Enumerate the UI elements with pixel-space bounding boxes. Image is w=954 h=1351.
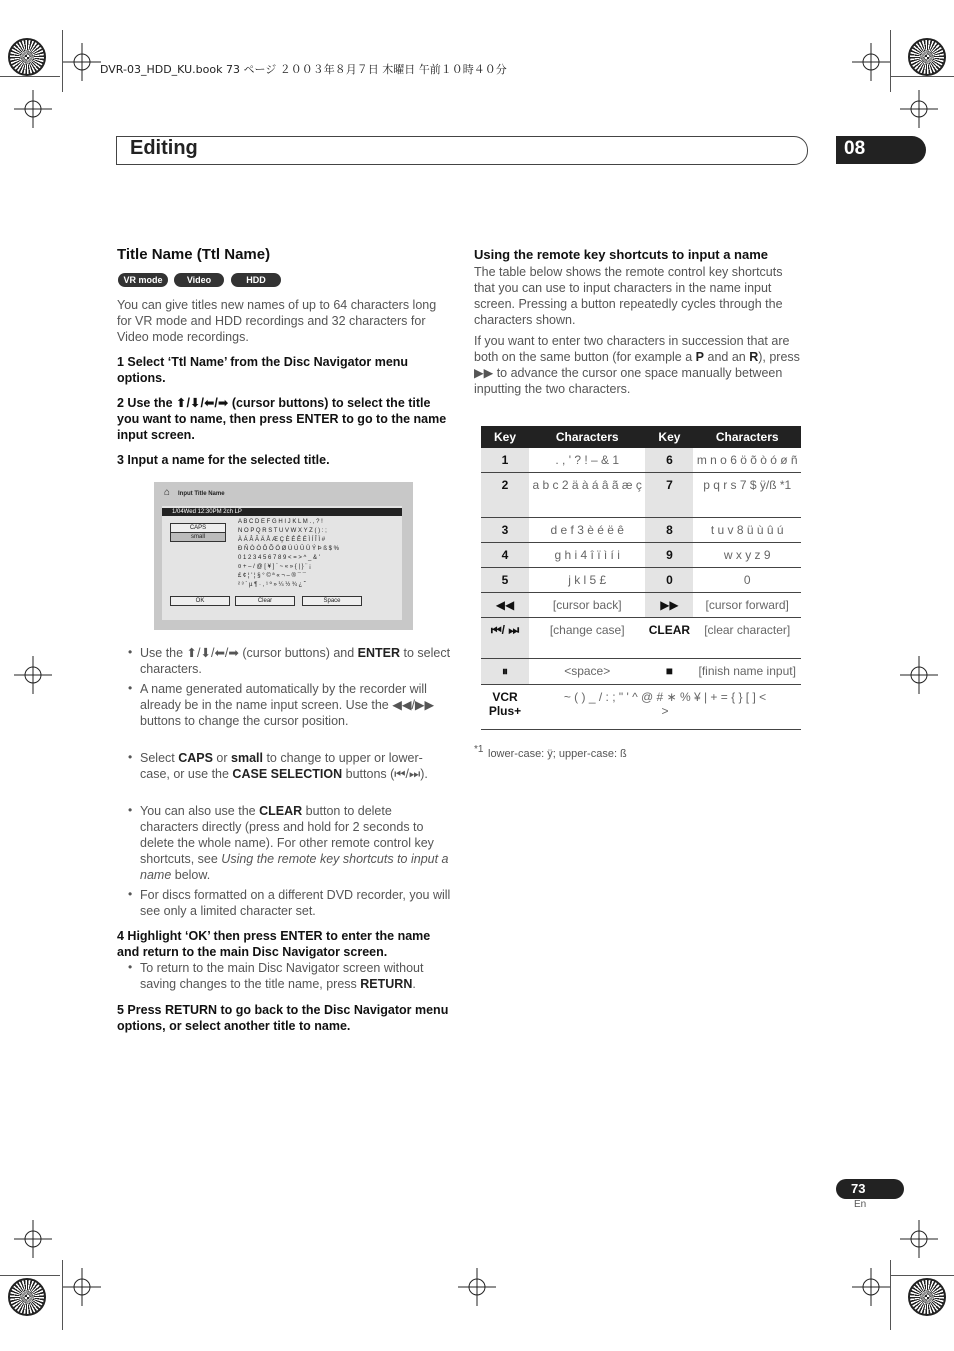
- chars-cell: p q r s 7 $ ÿ/ß *1: [693, 473, 801, 518]
- registration-disc-bottom-left: [8, 1278, 46, 1316]
- char-row: £ ¢ ¦ ' ¦ § ° © ª « ¬ – ® ¯ ¯: [238, 573, 306, 579]
- chars-cell: [change case]: [529, 618, 645, 659]
- key-cell: 9: [645, 543, 693, 568]
- file-info: DVR-03_HDD_KU.book 73 ページ ２００３年８月７日 木曜日 午前１０時４０分: [100, 63, 507, 76]
- char-row: À Á Â Ã Ä Å Æ Ç È É Ê Ë Ì Í Î Ï #: [238, 537, 326, 543]
- crosshair-mark: [14, 90, 52, 128]
- crop-mark: [890, 1275, 954, 1276]
- bullet-bold: ENTER: [357, 646, 401, 660]
- para-text: ), press ▶▶ to advance the cursor one space manually between inputting the two characters.: [474, 350, 800, 396]
- clear-button[interactable]: Clear: [235, 596, 295, 606]
- table-row: [481, 618, 801, 659]
- chars-cell: [finish name input]: [693, 659, 801, 685]
- key-cell: ⏮/ ⏭: [481, 618, 529, 659]
- para-bold: P: [695, 350, 705, 364]
- para-text: If you want to enter two characters in succession that are both on the same button (for example a: [474, 334, 790, 364]
- char-row: N O P Q R S T U V W X Y Z ( ) : ;: [238, 528, 327, 534]
- key-cell: 5: [481, 568, 529, 593]
- para-text: and an: [704, 350, 750, 364]
- bullet-return: [140, 960, 452, 992]
- badge-hdd: HDD: [231, 273, 281, 287]
- chapter-title: Editing: [130, 137, 198, 159]
- step-2: 2 Use the ⬆/⬇/⬅/➡ (cursor buttons) to select the title you want to name, then press ENTER to go to the name input screen.: [117, 396, 447, 442]
- footnote-mark: *1: [474, 744, 484, 755]
- char-row: ¤ + – / @ [ ¥ ] ` ~ « » { | } ¨ ¡: [238, 564, 312, 570]
- step-1: 1 Select ‘Ttl Name’ from the Disc Navigator menu options.: [117, 355, 409, 385]
- chars-cell: 0: [693, 568, 801, 593]
- crosshair-mark: [900, 656, 938, 694]
- badge-vr-mode: VR mode: [118, 273, 168, 287]
- bullet-dot: •: [128, 887, 133, 901]
- bullet-text: or: [212, 751, 232, 765]
- bullet-limited-set: For discs formatted on a different DVD recorder, you will see only a limited character set.: [140, 888, 451, 918]
- table-row: [481, 593, 801, 618]
- char-row: A B C D E F G H I J K L M . , ? !: [238, 519, 323, 525]
- table-row: [481, 568, 801, 593]
- key-cell: 0: [645, 568, 693, 593]
- key-cell: 6: [645, 448, 693, 473]
- chars-cell: ~ ( ) _ / : ; " ' ^ @ # ∗ % ¥ | + = { } [ ] < >: [529, 685, 801, 730]
- footnote: lower-case: ÿ; upper-case: ß: [488, 748, 627, 760]
- crosshair-mark: [852, 43, 890, 81]
- chars-cell: m n o 6 ö õ ò ó ø ñ: [693, 448, 801, 473]
- crosshair-mark: [63, 43, 101, 81]
- chars-cell: . , ' ? ! – & 1: [529, 448, 645, 473]
- key-shortcut-table: [481, 426, 801, 730]
- chapter-header-box: [116, 136, 808, 165]
- small-button[interactable]: small: [170, 532, 226, 542]
- crosshair-mark: [458, 1268, 496, 1306]
- table-row: [481, 473, 801, 518]
- chapter-number: 08: [836, 136, 926, 164]
- intro-paragraph: You can give titles new names of up to 64 characters long for VR mode and HDD recordings and 32 characters for Video mode recordings.: [117, 298, 437, 344]
- table-header-row: [481, 426, 801, 448]
- registration-disc-top-left: [8, 38, 46, 76]
- crop-mark: [0, 76, 60, 77]
- header-characters: Characters: [693, 426, 801, 448]
- table-row: [481, 685, 801, 730]
- bullet-auto-name: A name generated automatically by the recorder will already be in the name input screen. Use the ◀◀/▶▶ buttons to change the cursor position.: [140, 682, 435, 728]
- header-key: Key: [645, 426, 693, 448]
- ok-button[interactable]: OK: [170, 596, 230, 606]
- chars-cell: d e f 3 è é ë ê: [529, 518, 645, 543]
- bullet-dot: •: [128, 681, 133, 695]
- bullet-text: button to delete characters directly (press and hold for 2 seconds to delete the whole name). For other remote control key shortcuts, see: [140, 804, 434, 866]
- crop-mark: [890, 76, 954, 77]
- key-cell: 3: [481, 518, 529, 543]
- key-cell: ◀◀: [481, 593, 529, 618]
- bullet-dot: •: [128, 645, 133, 659]
- crosshair-mark: [63, 1268, 101, 1306]
- crosshair-mark: [14, 1220, 52, 1258]
- chars-cell: [cursor back]: [529, 593, 645, 618]
- bullet-caps: [140, 750, 440, 782]
- crosshair-mark: [852, 1268, 890, 1306]
- step-4: 4 Highlight ‘OK’ then press ENTER to enter the name and return to the main Disc Navigator screen.: [117, 929, 431, 959]
- bullet-text: Select: [140, 751, 179, 765]
- key-cell: ■: [645, 659, 693, 685]
- bullet-text: .: [412, 977, 416, 991]
- char-row: 0 1 2 3 4 5 6 7 8 9 < = > ^ _ & ': [238, 555, 320, 561]
- bullet-text: below.: [171, 868, 211, 882]
- bullet-bold: CLEAR: [259, 804, 303, 818]
- bullet-clear: [140, 803, 452, 883]
- table-row: [481, 448, 801, 473]
- header-characters: Characters: [529, 426, 645, 448]
- chars-cell: j k l 5 £: [529, 568, 645, 593]
- bullet-text: to select characters.: [140, 646, 451, 676]
- language-code: En: [854, 1199, 867, 1210]
- key-cell: VCR Plus+: [481, 685, 529, 730]
- key-cell: CLEAR: [645, 618, 693, 659]
- bullet-bold: CASE SELECTION: [232, 767, 343, 781]
- key-cell: 2: [481, 473, 529, 518]
- subsection-title: Using the remote key shortcuts to input a name: [474, 247, 768, 262]
- bullet-text: To return to the main Disc Navigator screen without saving changes to the title name, press: [140, 961, 424, 991]
- key-cell: 4: [481, 543, 529, 568]
- bullet-text: Use the ⬆/⬇/⬅/➡ (cursor buttons) and: [140, 646, 358, 660]
- input-title-name-screen: [154, 482, 413, 630]
- screen-title: Input Title Name: [178, 491, 225, 497]
- key-cell: 7: [645, 473, 693, 518]
- chars-cell: g h i 4 î ï ì í i: [529, 543, 645, 568]
- table-row: [481, 518, 801, 543]
- space-button[interactable]: Space: [302, 596, 362, 606]
- chars-cell: t u v 8 ü ù û ú: [693, 518, 801, 543]
- crosshair-mark: [900, 1220, 938, 1258]
- chars-cell: a b c 2 ä à á â ã æ ç: [529, 473, 645, 518]
- chars-cell: w x y z 9: [693, 543, 801, 568]
- section-title: Title Name (Ttl Name): [117, 246, 271, 263]
- key-cell: 8: [645, 518, 693, 543]
- caps-button[interactable]: CAPS: [170, 523, 226, 533]
- crop-mark: [890, 30, 891, 92]
- key-cell: ▶▶: [645, 593, 693, 618]
- chars-cell: [cursor forward]: [693, 593, 801, 618]
- para-bold: R: [749, 350, 759, 364]
- crop-mark: [890, 1260, 891, 1330]
- page-number: 73: [836, 1179, 904, 1199]
- registration-disc-top-right: [908, 38, 946, 76]
- header-key: Key: [481, 426, 529, 448]
- char-row: ² ³ ´ µ ¶ · , ¹ º » ¼ ½ ¾ ¿ ˘: [238, 582, 306, 588]
- bullet-dot: •: [128, 803, 133, 817]
- screen-info: 1/04Wed 12:30PM 2ch LP: [172, 509, 242, 515]
- shortcut-paragraph-2: [474, 333, 808, 397]
- crosshair-mark: [900, 90, 938, 128]
- crop-mark: [0, 1275, 60, 1276]
- bullet-bold: RETURN: [360, 977, 413, 991]
- char-row: Ð Ñ Ò Ó Ô Õ Ö Ø Ù Ú Û Ü Ý Þ ß $ %: [238, 546, 340, 552]
- step-5: 5 Press RETURN to go back to the Disc Navigator menu options, or select another title to name.: [117, 1003, 449, 1033]
- key-cell: ⏸: [481, 659, 529, 685]
- bullet-text: to change to upper or lower-case, or use the: [140, 751, 423, 781]
- table-row: [481, 659, 801, 685]
- bullet-cursor: [140, 645, 452, 677]
- registration-disc-bottom-right: [908, 1278, 946, 1316]
- badge-video-mode: Video mode: [174, 273, 224, 287]
- step-3: 3 Input a name for the selected title.: [117, 453, 330, 467]
- chars-cell: [clear character]: [693, 618, 801, 659]
- bullet-bold: small: [231, 751, 263, 765]
- screen-icon: ⌂: [164, 487, 171, 498]
- bullet-text: buttons (⏮/⏭).: [342, 767, 428, 781]
- bullet-text: You can also use the: [140, 804, 260, 818]
- key-cell: 1: [481, 448, 529, 473]
- table-row: [481, 543, 801, 568]
- crosshair-mark: [14, 656, 52, 694]
- bullet-dot: •: [128, 750, 133, 764]
- shortcut-paragraph-1: The table below shows the remote control key shortcuts that you can use to input characters in the name input screen. Pressing a button repeatedly cycles through the characters shown.: [474, 265, 783, 327]
- bullet-bold: CAPS: [178, 751, 213, 765]
- bullet-italic: Using the remote key shortcuts to input a name: [140, 852, 449, 882]
- chars-cell: <space>: [529, 659, 645, 685]
- bullet-dot: •: [128, 960, 133, 974]
